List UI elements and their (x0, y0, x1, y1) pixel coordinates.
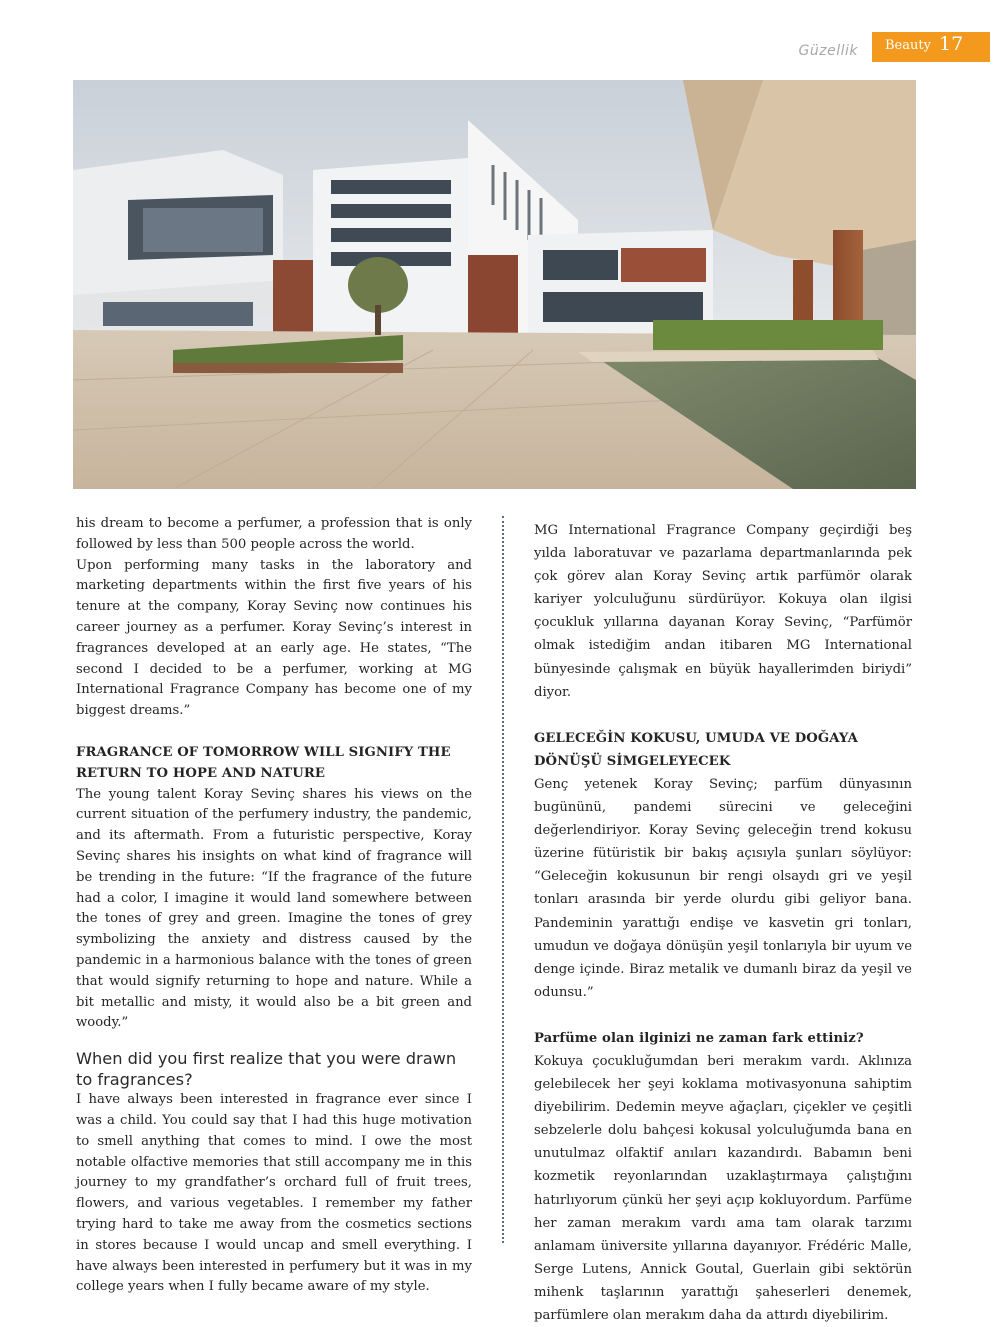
section-heading: GELECEĞİN KOKUSU, UMUDA VE DOĞAYA DÖNÜŞÜ SİMGELEYECEK (534, 730, 858, 769)
page-number: 17 (939, 33, 964, 55)
paragraph: his dream to become a perfumer, a profession that is only followed by less than 500 people across the world. (76, 516, 472, 552)
column-divider (502, 516, 504, 1243)
english-article-column (76, 514, 472, 1298)
paragraph: The young talent Koray Sevinç shares his views on the current situation of the perfumery industry, the pandemic, and its aftermath. From a futuristic perspective, Koray Sevinç shares his insights on what kind of fragrance will be trending in the future: “If the fragrance of the future had a color, I imagine it would land somewhere between the tones of grey and green. Imagine the tones of grey symbolizing the anxiety and distress caused by the pandemic in a harmonious balance with the tones of green that would signify returning to hope and nature. While a bit metallic and misty, it would also be a bit green and woody.” (76, 786, 472, 1031)
turkish-article-column (534, 519, 912, 1327)
tab-label: Beauty (885, 38, 931, 53)
paragraph: I have always been interested in fragrance ever since I was a child. You could say that I had this huge motivation to smell anything that comes to mind. I owe the most notable olfactive memories that still accompany me in this journey to my grandfather’s orchard full of fruit trees, flowers, and various vegetables. I remember my father trying hard to take me away from the cosmetics sections in stores because I would uncap and smell everything. I have always been interested in perfumery but it was in my college years when I fully became aware of my style. (76, 1092, 472, 1295)
paragraph: Genç yetenek Koray Sevinç; parfüm dünyasının bugününü, pandemi sürecini ve geleceğini değerlendiriyor. Koray Sevinç geleceğin trend kokusu üzerine fütüristik bir bakış açısıyla şunları söylüyor: “Geleceğin kokusunun bir rengi olsaydı gri ve yeşil tonları arasında bir yerde olurdu gibi geliyor bana. Pandeminin yarattığı endişe ve kasvetin gri tonları, umudun ve doğaya dönüşün yeşil tonlarıyla bir uyum ve denge içinde. Biraz metalik ve dumanlı biraz da yeşil ve odunsu.” (534, 776, 912, 1000)
paragraph: MG International Fragrance Company geçirdiği beş yılda laboratuvar ve pazarlama departmanlarında pek çok görev alan Koray Sevinç artık parfümör olarak kariyer yolculuğunu sürdürüyor. Kokuya olan ilgisi çocukluk yıllarına dayanan Koray Sevinç, “Parfümör olmak istediğim andan itibaren MG International bünyesinde çalışmak en büyük hayallerimden biriydi” diyor. (534, 523, 912, 700)
paragraph: Kokuya çocukluğumdan beri merakım vardı. Aklınıza gelebilecek her şeyi koklama motivasyonuna sahiptim diyebilirim. Dedemin meyve ağaçları, çiçekler ve çeşitli sebzelerle dolu bahçesi kokusal yolculuğumda bana en unutulmaz olfaktif anıları kazandırdı. Babamın beni kozmetik reyonlarından uzaklaştırmaya çalıştığını hatırlıyorum çünkü her şeyi açıp kokluyordum. Parfüme her zaman merakım vardı ama tam olarak tarzımı anlamam üniversite yıllarına dayanıyor. Frédéric Malle, Serge Lutens, Annick Goutal, Guerlain gibi sektörün mihenk taşlarının yarattığı şaheserleri denemek, parfümlere olan merakım daha da attırdı diyebilirim. (534, 1053, 912, 1323)
paragraph: Upon performing many tasks in the laboratory and marketing departments within the first five years of his tenure at the company, Koray Sevinç now continues his career journey as a perfumer. Koray Sevinç’s interest in fragrances developed at an early age. He states, “The second I decided to be a perfumer, working at MG International Fragrance Company has become one of my biggest dreams.” (76, 557, 472, 719)
question-heading: When did you first realize that you were drawn to fragrances? (76, 1049, 457, 1090)
section-heading: FRAGRANCE OF TOMORROW WILL SIGNIFY THE RETURN TO HOPE AND NATURE (76, 744, 451, 781)
building-photo (73, 80, 916, 489)
section-tab (872, 32, 990, 62)
question-heading: Parfüme olan ilginizi ne zaman fark ettiniz? (534, 1030, 864, 1046)
section-title: Güzellik (798, 43, 858, 59)
